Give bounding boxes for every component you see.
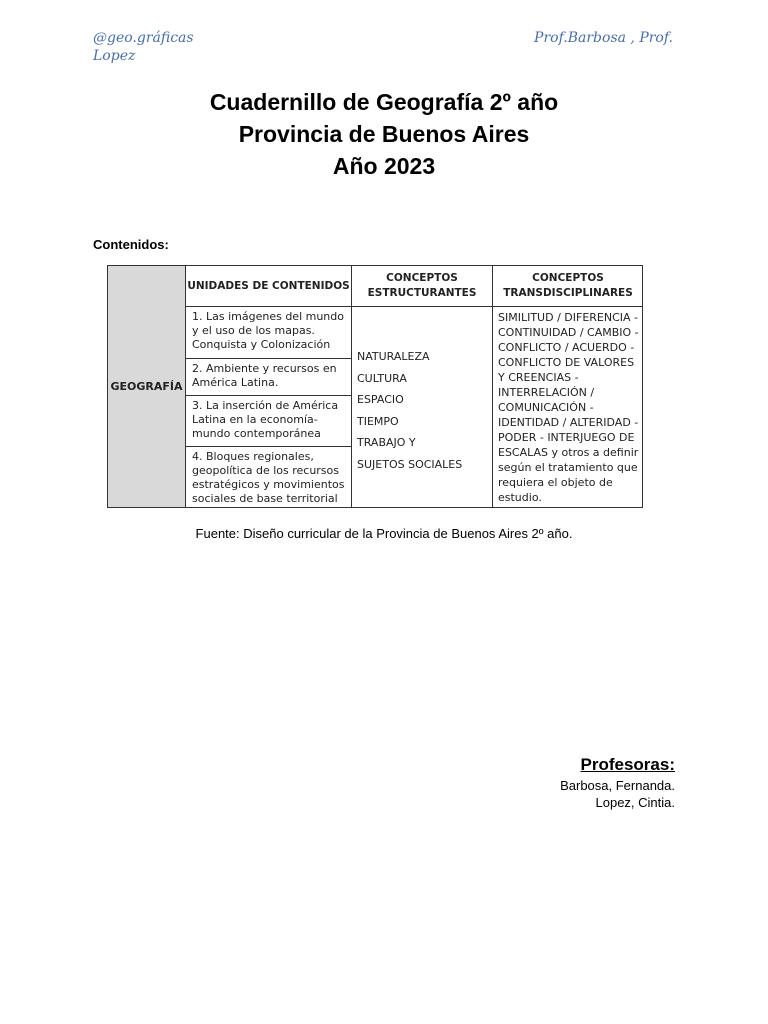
- structuring-concept: TRABAJO Y: [357, 436, 416, 449]
- teachers-heading: Profesoras:: [580, 755, 675, 774]
- unit-row-divider: [185, 446, 351, 447]
- title-line-2: Provincia de Buenos Aires: [238, 121, 530, 147]
- column-header-units: UNIDADES DE CONTENIDOS: [187, 279, 350, 292]
- structuring-concept: CULTURA: [357, 371, 407, 385]
- structuring-concept: TIEMPO: [357, 414, 399, 428]
- header-right-continued: Lopez: [93, 48, 136, 64]
- header-row-divider: [185, 306, 642, 307]
- title-line-3: Año 2023: [332, 153, 436, 179]
- source-caption: Fuente: Diseño curricular de la Provincia de Buenos Aires 2º año.: [195, 526, 573, 541]
- column-header-structuring: CONCEPTOS ESTRUCTURANTES: [367, 272, 477, 299]
- column-header-transdisciplinary: CONCEPTOS TRANSDISCIPLINARES: [503, 272, 633, 299]
- unit-cell-1: 1. Las imágenes del mundo y el uso de los mapas. Conquista y Colonización: [192, 310, 344, 351]
- unit-row-divider: [185, 358, 351, 359]
- transdisciplinary-concepts-cell: SIMILITUD / DIFERENCIA - CONTINUIDAD / CAMBIO - CONFLICTO / ACUERDO - CONFLICTO DE VALORES Y CREENCIAS - INTERRELACIÓN / COMUNICACIÓN - IDENTIDAD / ALTERIDAD - PODER - INTERJUEGO DE ESCALAS y otros a definir según el tratamiento que requiera el objeto de estudio.: [498, 311, 639, 504]
- unit-cell-3: 3. La inserción de América Latina en la economía-mundo contemporánea: [192, 399, 339, 440]
- header-left-text: @geo.gráficas: [93, 30, 194, 46]
- teacher-name: Lopez, Cintia.: [595, 795, 675, 810]
- structuring-concepts-cell: [357, 346, 462, 475]
- structuring-concept: SUJETOS SOCIALES: [357, 457, 463, 471]
- contents-label: Contenidos:: [93, 237, 169, 252]
- structuring-concept: NATURALEZA: [357, 350, 430, 363]
- column-divider: [492, 266, 493, 507]
- teacher-name: Barbosa, Fernanda.: [560, 778, 675, 793]
- unit-cell-2: 2. Ambiente y recursos en América Latina.: [192, 362, 337, 389]
- unit-cell-4: 4. Bloques regionales, geopolítica de los recursos estratégicos y movimientos sociales de base territorial: [192, 450, 345, 505]
- header-right-text: Prof.Barbosa , Prof.: [534, 30, 673, 46]
- structuring-concept: ESPACIO: [357, 393, 404, 406]
- unit-row-divider: [185, 395, 351, 396]
- contents-table: [107, 265, 643, 508]
- document-title: [0, 86, 768, 182]
- row-header-geografia: GEOGRAFÍA: [108, 266, 186, 507]
- title-line-1: Cuadernillo de Geografía 2º año: [209, 89, 559, 115]
